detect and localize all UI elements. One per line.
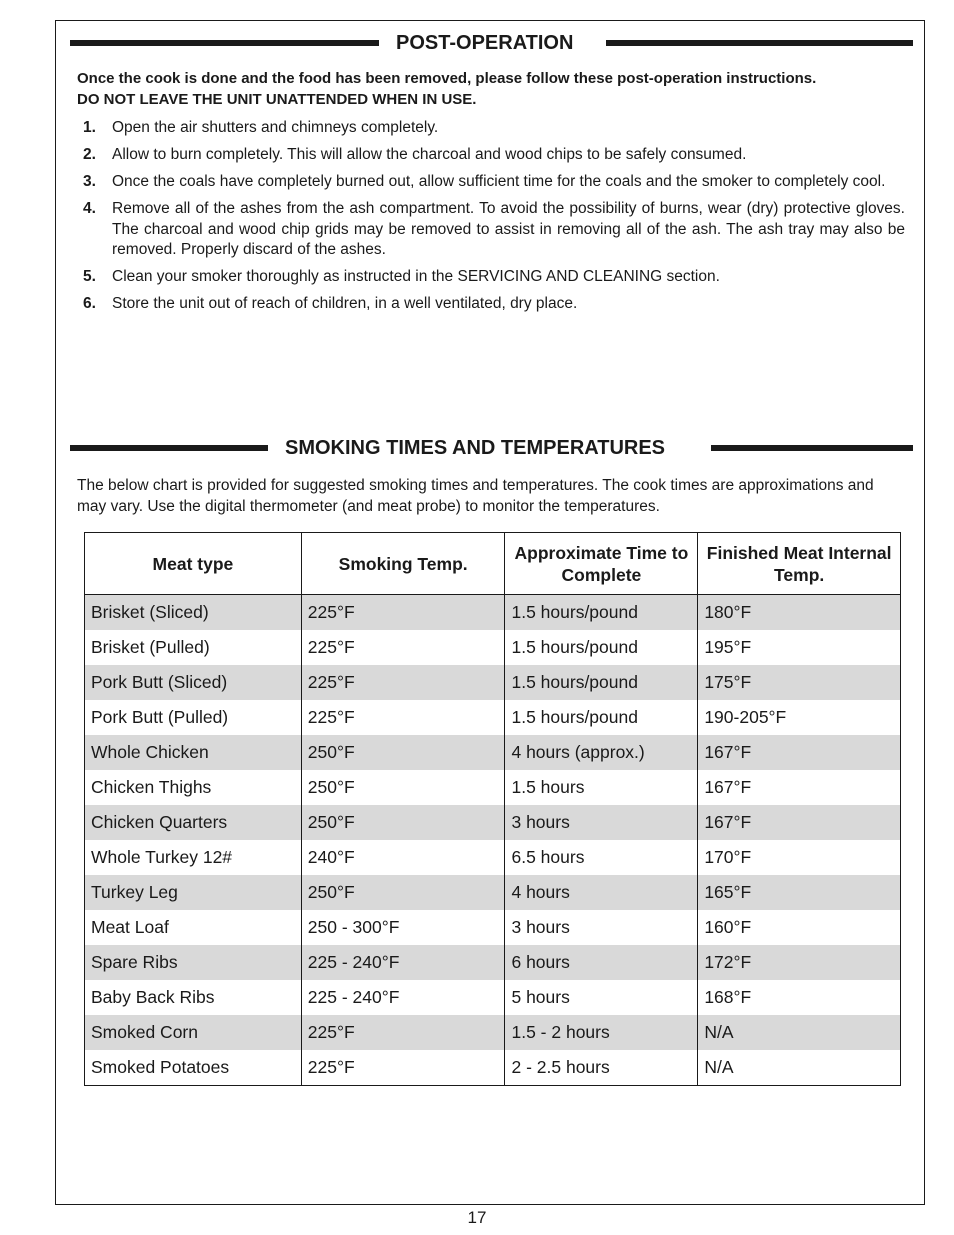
- table-row: [85, 945, 901, 980]
- table-cell: 1.5 hours/pound: [505, 700, 698, 735]
- table-cell: Baby Back Ribs: [85, 980, 302, 1015]
- table-cell: 225 - 240°F: [301, 980, 505, 1015]
- step-text: Allow to burn completely. This will allow the charcoal and wood chips to be safely consumed.: [112, 146, 747, 163]
- smoking-header: [70, 434, 913, 462]
- step-text: Store the unit out of reach of children, in a well ventilated, dry place.: [112, 295, 578, 312]
- table-cell: 250 - 300°F: [301, 910, 505, 945]
- table-cell: 172°F: [698, 945, 901, 980]
- table-cell: 180°F: [698, 595, 901, 631]
- header-rule-right: [711, 445, 913, 451]
- table-cell: 225°F: [301, 630, 505, 665]
- table-cell: 4 hours: [505, 875, 698, 910]
- table-cell: 195°F: [698, 630, 901, 665]
- table-cell: Pork Butt (Sliced): [85, 665, 302, 700]
- table-row: [85, 630, 901, 665]
- table-cell: 240°F: [301, 840, 505, 875]
- table-cell: 225°F: [301, 595, 505, 631]
- table-cell: 3 hours: [505, 910, 698, 945]
- table-row: [85, 980, 901, 1015]
- table-cell: 2 - 2.5 hours: [505, 1050, 698, 1086]
- smoking-description: The below chart is provided for suggested smoking times and temperatures. The cook times are approximations and may vary. Use the digital thermometer (and meat probe) to monitor the temperatures.: [77, 477, 874, 515]
- table-row: [85, 1015, 901, 1050]
- table-row: [85, 1050, 901, 1086]
- step-item: [77, 172, 905, 193]
- step-item: [77, 118, 905, 139]
- step-text: Once the coals have completely burned out, allow sufficient time for the coals and the smoker to completely cool.: [112, 173, 886, 190]
- table-body: [85, 595, 901, 1086]
- step-text: Clean your smoker thoroughly as instructed in the SERVICING AND CLEANING section.: [112, 268, 720, 285]
- table-cell: N/A: [698, 1050, 901, 1086]
- table-cell: 225°F: [301, 1015, 505, 1050]
- table-row: [85, 665, 901, 700]
- step-number: 5.: [83, 268, 96, 285]
- table-cell: Spare Ribs: [85, 945, 302, 980]
- header-rule-left: [70, 40, 379, 46]
- post-operation-header: [70, 29, 913, 57]
- header-rule-left: [70, 445, 268, 451]
- post-operation-title: POST-OPERATION: [396, 32, 574, 54]
- table-cell: 225 - 240°F: [301, 945, 505, 980]
- table-cell: 225°F: [301, 700, 505, 735]
- table-row: [85, 875, 901, 910]
- table-cell: 250°F: [301, 805, 505, 840]
- table-row: [85, 770, 901, 805]
- table-cell: Smoked Potatoes: [85, 1050, 302, 1086]
- table-cell: Smoked Corn: [85, 1015, 302, 1050]
- step-item: [77, 145, 905, 166]
- step-number: 3.: [83, 173, 96, 190]
- step-number: 1.: [83, 119, 96, 136]
- table-cell: 225°F: [301, 665, 505, 700]
- table-cell: Brisket (Pulled): [85, 630, 302, 665]
- table-cell: Brisket (Sliced): [85, 595, 302, 631]
- table-row: [85, 840, 901, 875]
- table-row: [85, 595, 901, 631]
- column-header: Finished Meat Internal Temp.: [698, 533, 901, 595]
- step-number: 6.: [83, 295, 96, 312]
- table-cell: Whole Chicken: [85, 735, 302, 770]
- table-cell: 167°F: [698, 805, 901, 840]
- table-row: [85, 700, 901, 735]
- step-number: 2.: [83, 146, 96, 163]
- table-header-row: [85, 533, 901, 595]
- table-cell: Turkey Leg: [85, 875, 302, 910]
- table-cell: 250°F: [301, 875, 505, 910]
- column-header: Approximate Time to Complete: [505, 533, 698, 595]
- table-cell: 167°F: [698, 735, 901, 770]
- step-text: Remove all of the ashes from the ash compartment. To avoid the possibility of burns, wear (dry) protective gloves. The charcoal and wood chip grids may be removed to assist in removing all of the ash. The ash tray may also be removed. Properly discard of the ashes.: [112, 200, 905, 258]
- post-operation-steps: [77, 118, 905, 321]
- table-row: [85, 910, 901, 945]
- page-frame: [55, 20, 925, 1205]
- intro-line-2: DO NOT LEAVE THE UNIT UNATTENDED WHEN IN USE.: [77, 90, 477, 108]
- page-number: 17: [467, 1208, 487, 1227]
- smoking-chart-table: [84, 532, 901, 1086]
- table-cell: Meat Loaf: [85, 910, 302, 945]
- table-row: [85, 805, 901, 840]
- table-cell: Pork Butt (Pulled): [85, 700, 302, 735]
- table-cell: 6.5 hours: [505, 840, 698, 875]
- table-cell: Whole Turkey 12#: [85, 840, 302, 875]
- intro-line-1: Once the cook is done and the food has been removed, please follow these post-operation instructions.: [77, 70, 817, 87]
- table-cell: 4 hours (approx.): [505, 735, 698, 770]
- table-cell: 1.5 hours/pound: [505, 630, 698, 665]
- table-cell: N/A: [698, 1015, 901, 1050]
- table-cell: 5 hours: [505, 980, 698, 1015]
- table-cell: 190-205°F: [698, 700, 901, 735]
- table-cell: 160°F: [698, 910, 901, 945]
- table-cell: 167°F: [698, 770, 901, 805]
- table-cell: 1.5 - 2 hours: [505, 1015, 698, 1050]
- table-cell: 1.5 hours/pound: [505, 665, 698, 700]
- table-cell: Chicken Quarters: [85, 805, 302, 840]
- table-cell: 175°F: [698, 665, 901, 700]
- table-cell: 170°F: [698, 840, 901, 875]
- step-number: 4.: [83, 200, 96, 217]
- table-cell: 1.5 hours/pound: [505, 595, 698, 631]
- table-cell: 3 hours: [505, 805, 698, 840]
- column-header: Meat type: [85, 533, 302, 595]
- table-cell: 6 hours: [505, 945, 698, 980]
- table-cell: 168°F: [698, 980, 901, 1015]
- table-cell: 250°F: [301, 735, 505, 770]
- step-item: [77, 199, 905, 261]
- step-item: [77, 267, 905, 288]
- header-rule-right: [606, 40, 913, 46]
- table-cell: 1.5 hours: [505, 770, 698, 805]
- step-item: [77, 294, 905, 315]
- table-row: [85, 735, 901, 770]
- table-cell: 250°F: [301, 770, 505, 805]
- column-header: Smoking Temp.: [301, 533, 505, 595]
- table-cell: 165°F: [698, 875, 901, 910]
- smoking-title: SMOKING TIMES AND TEMPERATURES: [285, 437, 666, 459]
- post-operation-intro: [77, 69, 907, 110]
- table-cell: Chicken Thighs: [85, 770, 302, 805]
- table-cell: 225°F: [301, 1050, 505, 1086]
- step-text: Open the air shutters and chimneys completely.: [112, 119, 439, 136]
